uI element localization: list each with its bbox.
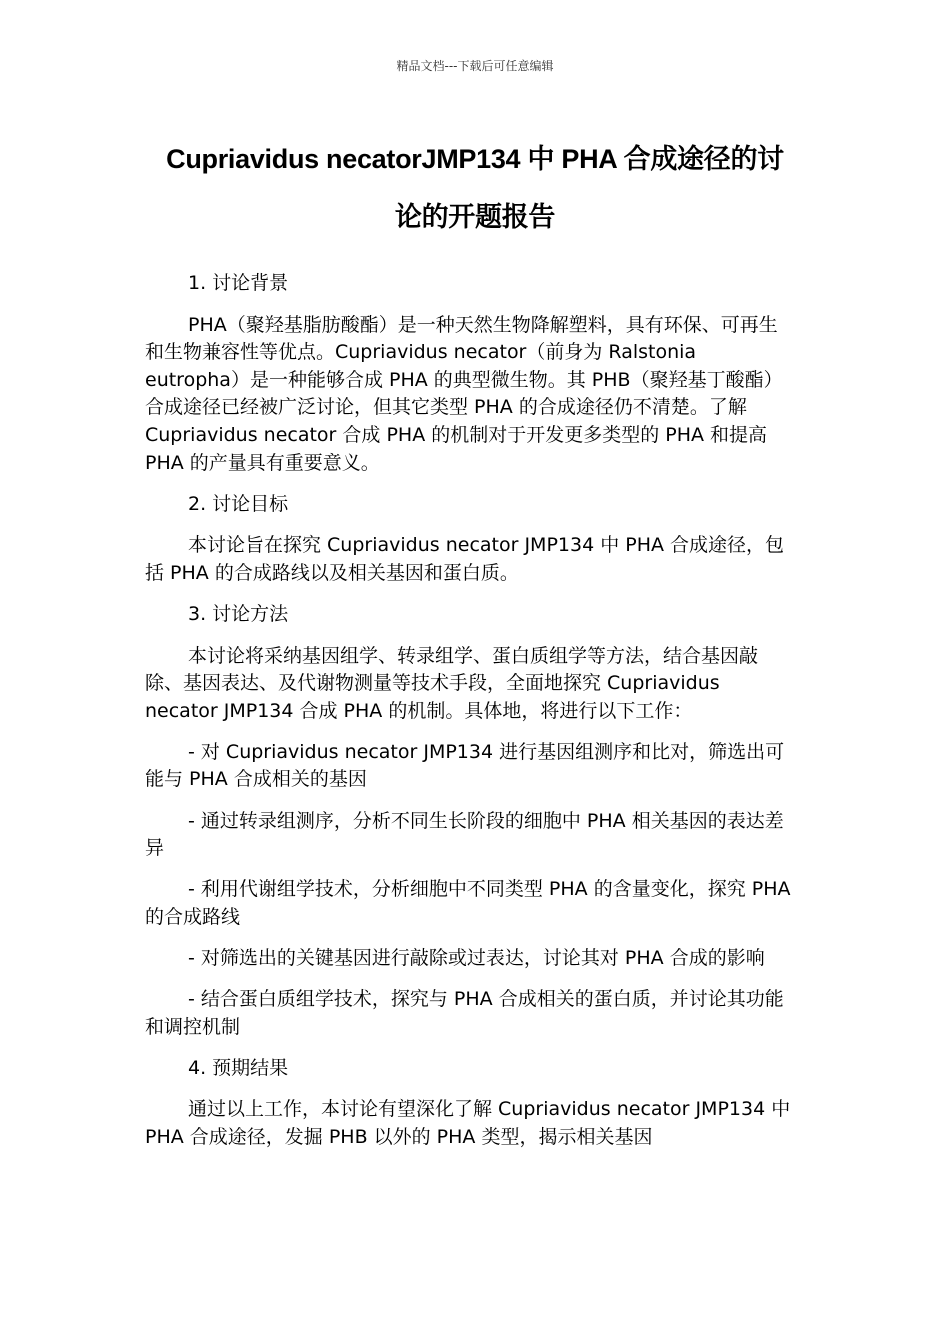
method-list-item: - 结合蛋白质组学技术，探究与 PHA 合成相关的蛋白质，并讨论其功能和调控机制 — [145, 987, 784, 1038]
document-body — [145, 270, 795, 1165]
section-heading-results: 4. 预期结果 — [188, 1056, 289, 1079]
title-line-2: 论的开题报告 — [394, 202, 556, 232]
paragraph-results: 通过以上工作，本讨论有望深化了解 Cupriavidus necator JMP134 中 PHA 合成途径，发掘 PHB 以外的 PHA 类型，揭示相关基因 — [145, 1098, 791, 1148]
method-list-item: - 对筛选出的关键基因进行敲除或过表达，讨论其对 PHA 合成的影响 — [188, 946, 765, 969]
paragraph-goal: 本讨论旨在探究 Cupriavidus necator JMP134 中 PHA 合成途径，包括 PHA 的合成路线以及相关基因和蛋白质。 — [145, 534, 785, 584]
section-heading-goal: 2. 讨论目标 — [188, 492, 289, 515]
section-heading-method: 3. 讨论方法 — [188, 602, 289, 625]
section-heading-background: 1. 讨论背景 — [188, 272, 289, 294]
header-note: 精品文档---下载后可任意编辑 — [396, 59, 554, 73]
method-list-item: - 通过转录组测序，分析不同生长阶段的细胞中 PHA 相关基因的表达差异 — [145, 809, 784, 860]
paragraph-background: PHA（聚羟基脂肪酸酯）是一种天然生物降解塑料，具有环保、可再生和生物兼容性等优点。Cupriavidus necator（前身为 Ralstonia eutropha）是一种能够合成 PHA 的典型微生物。其 PHB（聚羟基丁酸酯）合成途径已经被广泛讨论，但其它类型 PHA 的合成途径仍不清楚。了解 Cupriavidus necator 合成 PHA 的机制对于开发更多类型的 PHA 和提高 PHA 的产量具有重要意义。 — [145, 313, 783, 474]
paragraph-method: 本讨论将采纳基因组学、转录组学、蛋白质组学等方法，结合基因敲除、基因表达、及代谢物测量等技术手段，全面地探究 Cupriavidus necator JMP134 合成 PHA 的机制。具体地，将进行以下工作： — [145, 644, 759, 722]
document-title — [145, 130, 805, 246]
method-list-item: - 利用代谢组学技术，分析细胞中不同类型 PHA 的含量变化，探究 PHA 的合成路线 — [145, 878, 791, 928]
method-list-item: - 对 Cupriavidus necator JMP134 进行基因组测序和比对，筛选出可能与 PHA 合成相关的基因 — [145, 740, 785, 791]
title-line-1: Cupriavidus necatorJMP134 中 PHA 合成途径的讨 — [166, 144, 784, 174]
